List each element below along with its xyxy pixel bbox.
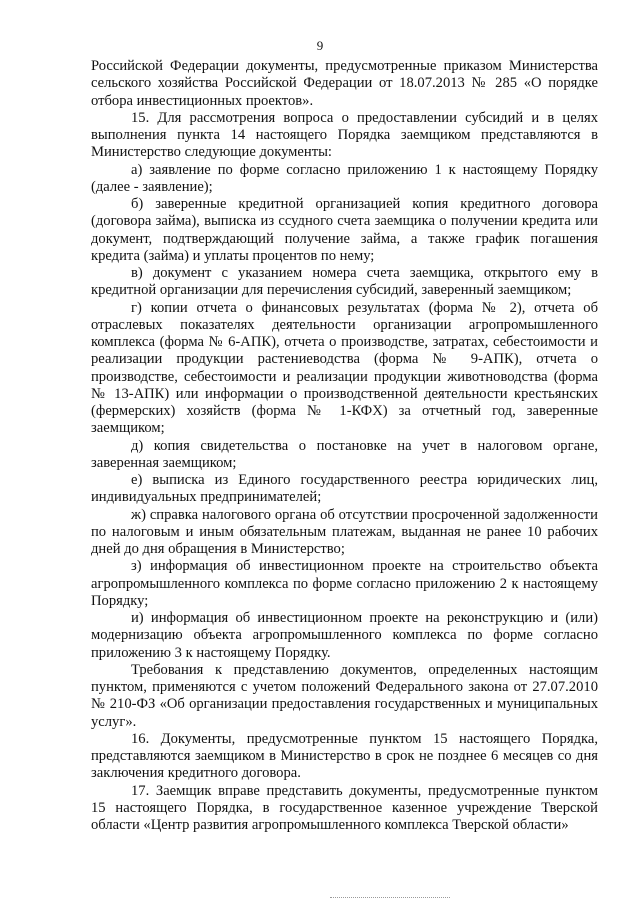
paragraph-continuation: Российской Федерации документы, предусмотренные приказом Министерства сельского хозяйства Российской Федерации от 18.07.2013 № 285 «О порядке отбора инвестиционных проектов».: [91, 58, 598, 109]
paragraph-requirements: Требования к представлению документов, определенных настоящим пунктом, применяются с учетом положений Федерального закона от 27.07.2010 № 210-ФЗ «Об организации предоставления государственных и муниципальных услуг».: [91, 661, 598, 730]
paragraph-clause-15: 15. Для рассмотрения вопроса о предоставлении субсидий и в целях выполнения пункта 14 настоящего Порядка заемщиком представляются в Министерство следующие документы:: [91, 109, 598, 161]
list-item-b: б) заверенные кредитной организацией копия кредитного договора (договора займа), выписка из ссудного счета заемщика о получении кредита или документ, подтверждающий получение займа, а также график погашения кредита (займа) и уплаты процентов по нему;: [91, 196, 598, 264]
list-item-d: д) копия свидетельства о постановке на учет в налоговом органе, заверенная заемщиком;: [91, 437, 598, 471]
document-body: [91, 58, 598, 834]
list-item-g: г) копии отчета о финансовых результатах (форма № 2), отчета об отраслевых показателях деятельности организации агропромышленного комплекса (форма № 6-АПК), отчета о производстве, затратах, себестоимости и реализации продукции растениеводства (форма № 9-АПК), отчета о производстве, себестоимости и реализации продукции животноводства (форма № 13-АПК) или информации о производственной деятельности крестьянских (фермерских) хозяйств (форма № 1-КФХ) за отчетный год, заверенные заемщиком;: [91, 299, 598, 437]
list-item-v: в) документ с указанием номера счета заемщика, открытого ему в кредитной организации для перечисления субсидий, заверенный заемщиком;: [91, 265, 598, 299]
list-item-zh: ж) справка налогового органа об отсутствии просроченной задолженности по налоговым и иным обязательным платежам, выданная не ранее 10 рабочих дней до дня обращения в Министерство;: [91, 506, 598, 557]
paragraph-clause-17: 17. Заемщик вправе представить документы, предусмотренные пунктом 15 настоящего Порядка, в государственное казенное учреждение Тверской области «Центр развития агропромышленного комплекса Тверской области»: [91, 782, 598, 833]
page-number: 9: [316, 38, 324, 53]
list-item-a: а) заявление по форме согласно приложению 1 к настоящему Порядку (далее - заявление);: [91, 161, 598, 195]
list-item-e: е) выписка из Единого государственного реестра юридических лиц, индивидуальных предпринимателей;: [91, 472, 598, 506]
paragraph-clause-16: 16. Документы, предусмотренные пунктом 15 настоящего Порядка, представляются заемщиком в Министерство в срок не позднее 6 месяцев со дня заключения кредитного договора.: [91, 730, 598, 782]
list-item-i: и) информация об инвестиционном проекте на реконструкцию и (или) модернизацию объекта агропромышленного комплекса по форме согласно приложению 3 к настоящему Порядку.: [91, 610, 598, 661]
scan-edge-artifact: [330, 897, 450, 899]
list-item-z: з) информация об инвестиционном проекте на строительство объекта агропромышленного комплекса по форме согласно приложению 2 к настоящему Порядку;: [91, 558, 598, 609]
